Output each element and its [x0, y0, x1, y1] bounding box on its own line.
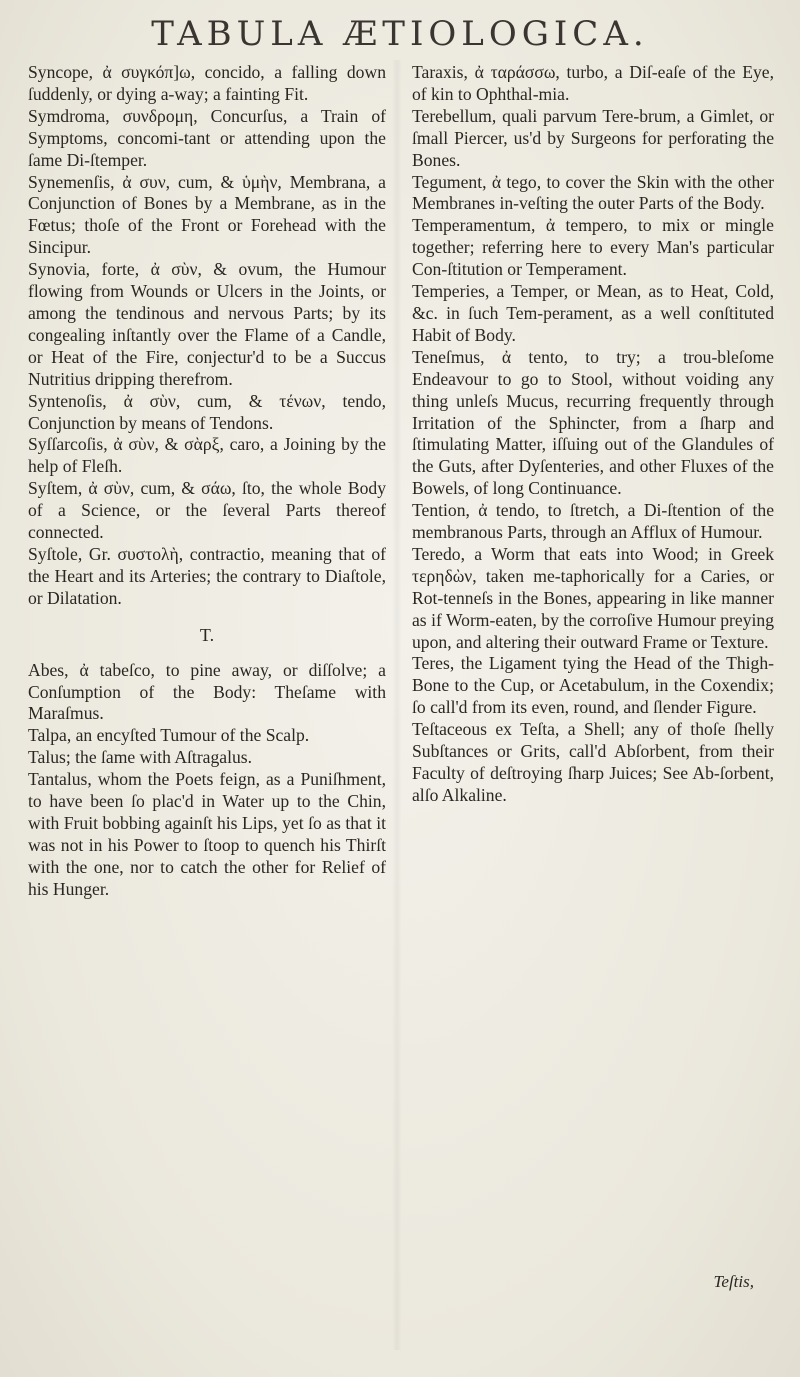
dictionary-entry: Tention, ἀ tendo, to ſtretch, a Di-ſtention of the membranous Parts, through an Afflux of Humour.	[412, 500, 774, 543]
dictionary-entry: Talus; the ſame with Aſtragalus.	[28, 747, 253, 768]
dictionary-entry: Teres, the Ligament tying the Head of the Thigh-Bone to the Cup, or Acetabulum, in the Coxendix; ſo call'd from its even, round, and ſlender Figure.	[412, 653, 774, 718]
dictionary-entry: Syſſarcoſis, ἀ σὺν, & σὰρξ, caro, a Joining by the help of Fleſh.	[28, 434, 386, 477]
left-column	[28, 62, 386, 901]
dictionary-entry: Synovia, forte, ἀ σὺν, & ovum, the Humour flowing from Wounds or Ulcers in the Joints, or among the tendinous and nervous Parts; by its congealing inſtantly over the Flame of a Candle, or Heat of the Fire, conjectur'd to be a Succus Nutritius dripping therefrom.	[28, 259, 386, 389]
dictionary-entry: Abes, ἀ tabeſco, to pine away, or diſſolve; a Conſumption of the Body: Theſame with Maraſmus.	[28, 659, 386, 724]
dictionary-entry: Teſtaceous ex Teſta, a Shell; any of thoſe ſhelly Subſtances or Grits, call'd Abſorbent, from their Faculty of deſtroying ſharp Juices; See Ab-ſorbent, alſo Alkaline.	[412, 719, 774, 805]
dictionary-entry: Teneſmus, ἀ tento, to try; a trou-bleſome Endeavour to go to Stool, without voiding any thing unleſs Mucus, recurring frequently through Irritation of the Sphincter, from a ſharp and ſtimulating Matter, iſſuing out of the Glandules of the Guts, after Dyſenteries, and other Fluxes of the Bowels, of long Continuance.	[412, 346, 774, 499]
dictionary-entry: Symdroma, συνδρομη, Concurſus, a Train of Symptoms, concomi-tant or attending upon the ſame Di-ſtemper.	[28, 105, 386, 170]
dictionary-entry: Tegument, ἀ tego, to cover the Skin with the other Membranes in-veſting the outer Parts of the Body.	[412, 171, 774, 214]
column-gutter	[392, 60, 402, 1350]
dictionary-entry: Temperies, a Temper, or Mean, as to Heat, Cold, &c. in ſuch Tem-perament, as a well conſtituted Habit of Body.	[412, 281, 774, 345]
right-column	[412, 62, 774, 807]
dictionary-entry: Tantalus, whom the Poets feign, as a Puniſhment, to have been ſo plac'd in Water up to the Chin, with Fruit bobbing againſt his Lips, yet ſo as that it was not in his Power to ſtoop to quench his Thirſt with the one, nor to catch the other for Relief of his Hunger.	[28, 769, 386, 899]
dictionary-entry: Syſtole, Gr. συστολὴ, contractio, meaning that of the Heart and its Arteries; the contrary to Diaſtole, or Dilatation.	[28, 543, 386, 608]
section-letter-heading: T.	[199, 624, 215, 645]
dictionary-entry: Taraxis, ἀ ταράσσω, turbo, a Diſ-eaſe of the Eye, of kin to Ophthal-mia.	[412, 62, 774, 104]
dictionary-entry: Synemenſis, ἀ συν, cum, & ὑμὴν, Membrana, a Conjunction of Bones by a Membrane, as in the Fœtus; thoſe of the Front or Forehead with the Sincipur.	[28, 171, 386, 258]
running-title: TABULA ÆTIOLOGICA.	[151, 14, 649, 54]
dictionary-entry: Terebellum, quali parvum Tere-brum, a Gimlet, or ſmall Piercer, us'd by Surgeons for perforating the Bones.	[412, 105, 774, 170]
dictionary-entry: Syncope, ἀ συγκόπ]ω, concido, a falling down ſuddenly, or dying a-way; a fainting Fit.	[28, 62, 386, 104]
dictionary-entry: Syſtem, ἀ σὺν, cum, & σάω, ſto, the whole Body of a Science, or the ſeveral Parts thereof connected.	[28, 478, 386, 543]
dictionary-entry: Temperamentum, ἀ tempero, to mix or mingle together; referring here to every Man's particular Con-ſtitution or Temperament.	[412, 215, 774, 280]
dictionary-entry: Talpa, an encyſted Tumour of the Scalp.	[28, 725, 310, 746]
catchword: Teſtis,	[713, 1272, 754, 1291]
dictionary-entry: Teredo, a Worm that eats into Wood; in Greek τερηδὼν, taken me-taphorically for a Caries, or Rot-tenneſs in the Bones, appearing in like manner as if Worm-eaten, by the corroſive Humour preying upon, and altering their outward Frame or Texture.	[412, 543, 774, 652]
dictionary-entry: Syntenoſis, ἀ σὺν, cum, & τένων, tendo, Conjunction by means of Tendons.	[28, 390, 386, 433]
